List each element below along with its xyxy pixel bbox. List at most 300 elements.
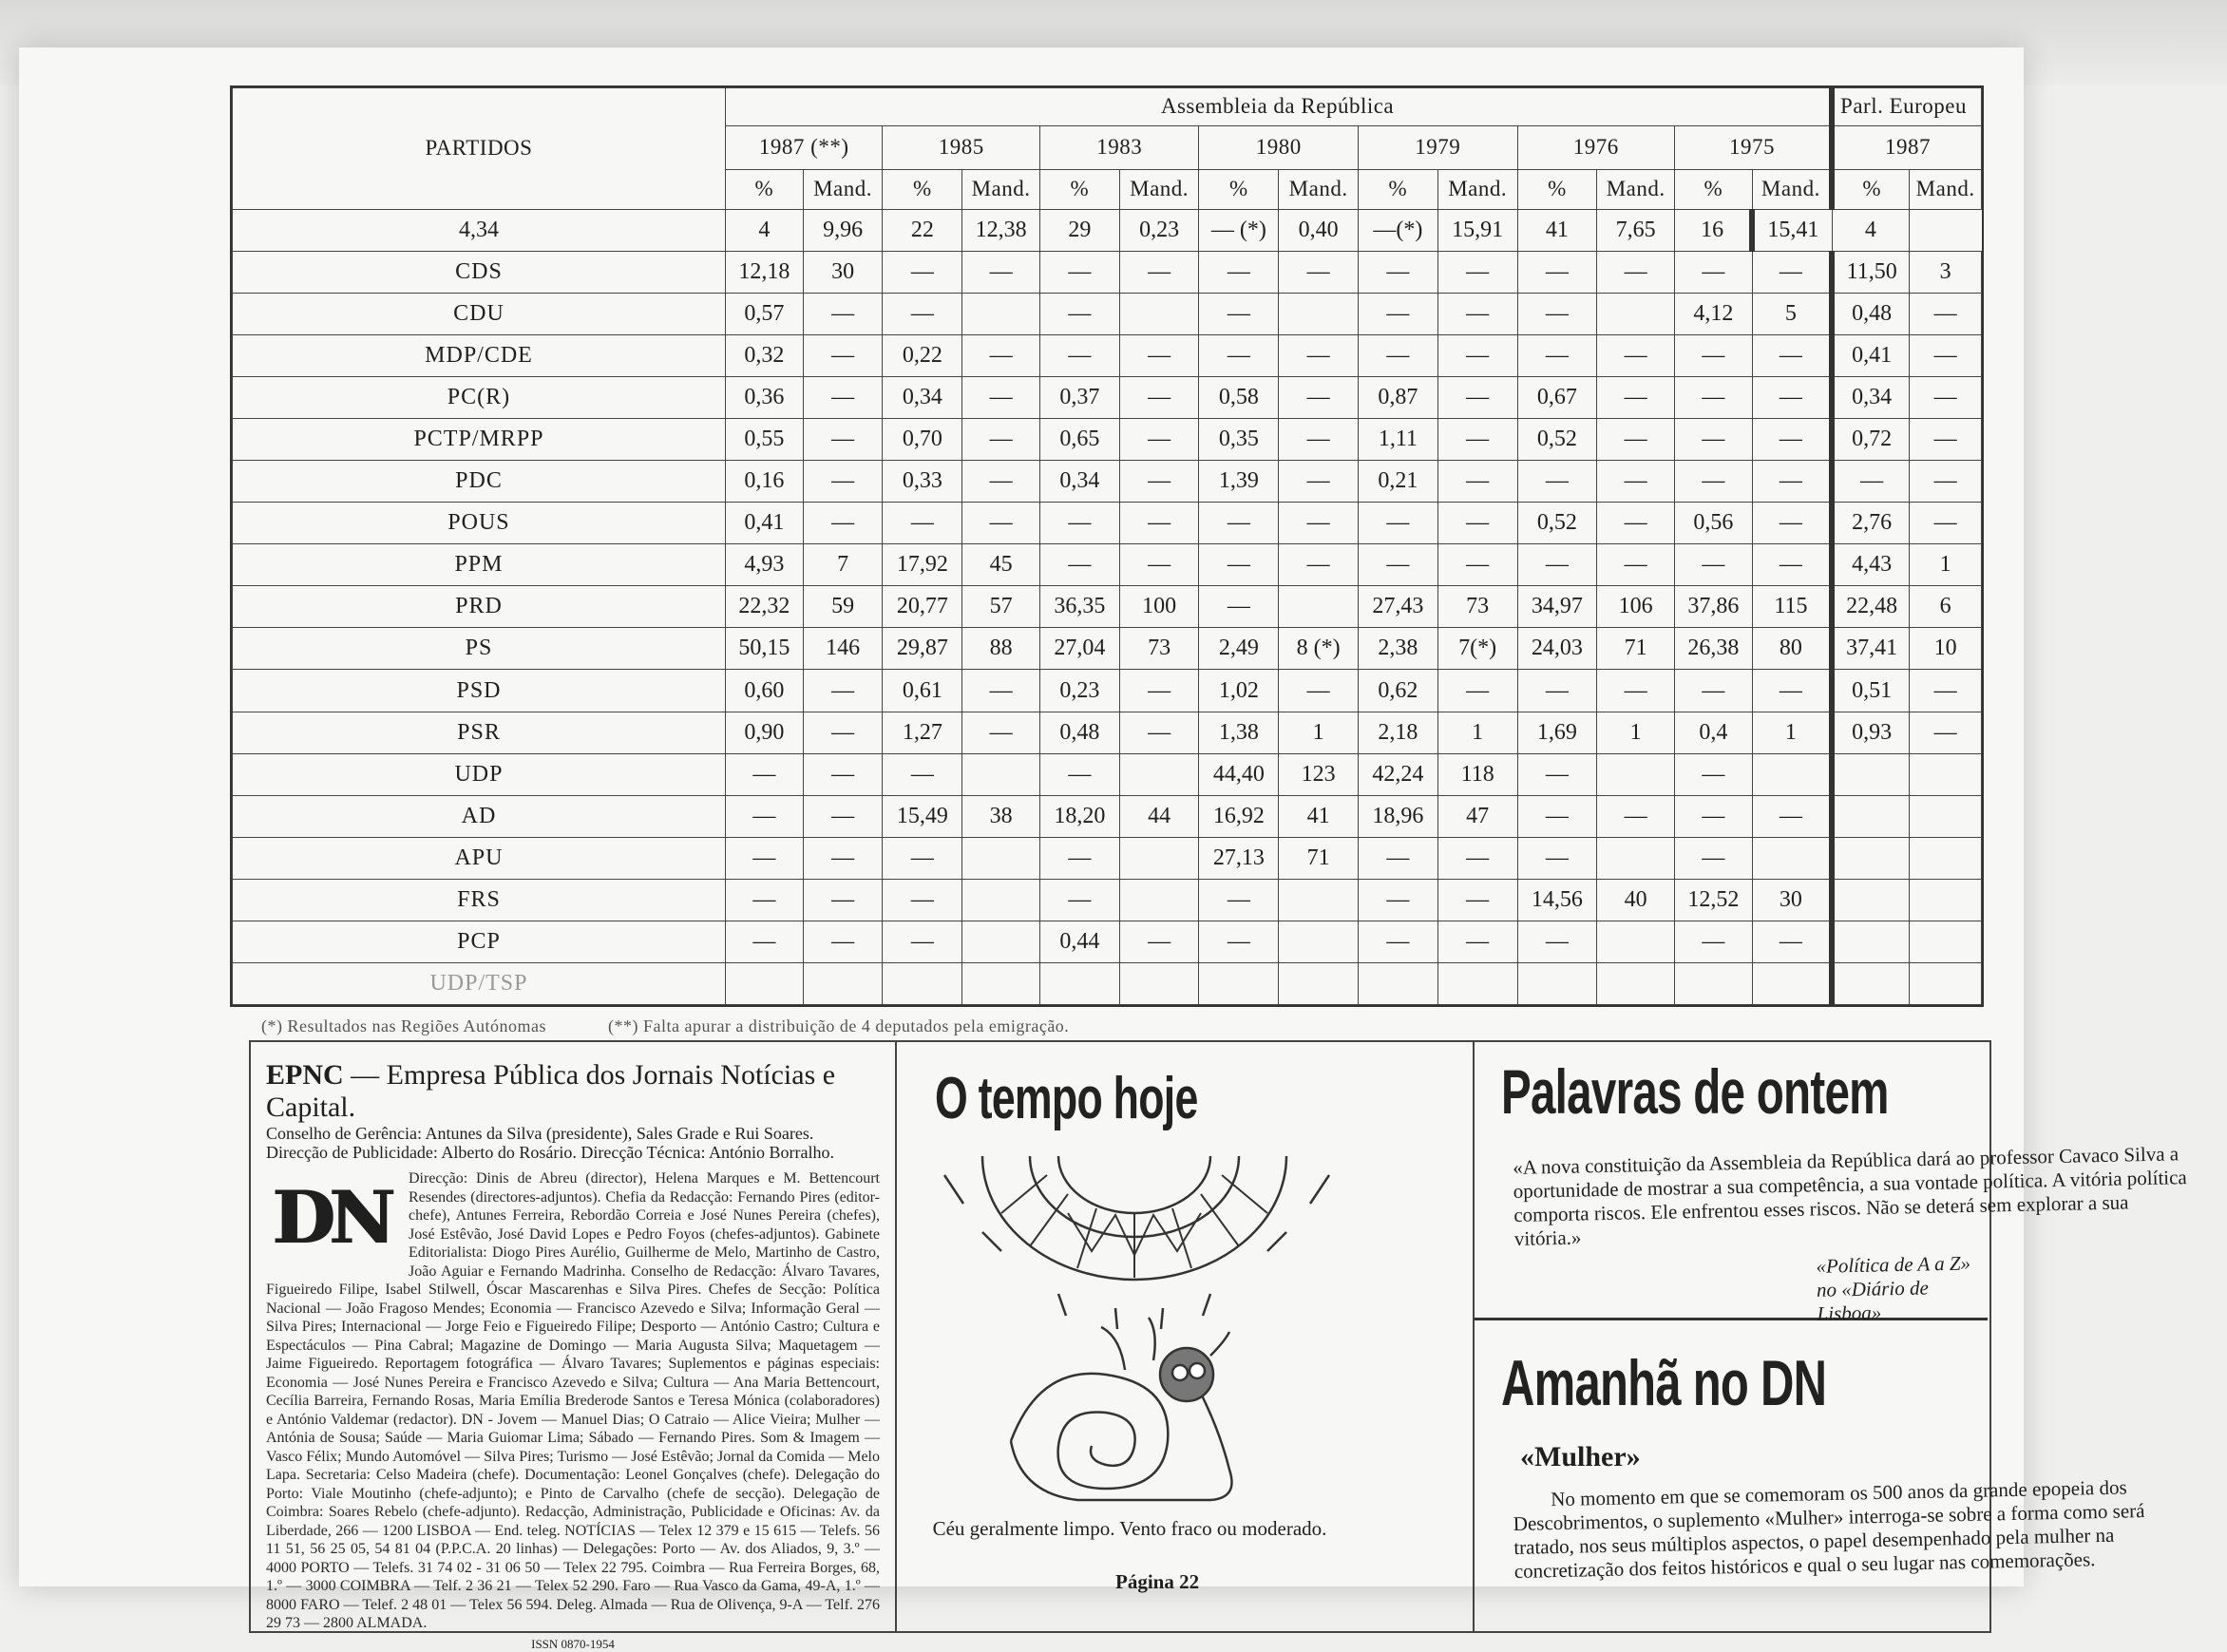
table-cell	[1910, 921, 1982, 962]
table-cell	[1119, 753, 1199, 795]
table-cell: —	[1119, 377, 1199, 419]
table-cell: 11,50	[1832, 251, 1910, 293]
table-cell: 22	[883, 209, 962, 251]
table-cell: —	[1039, 544, 1119, 586]
table-cell: —	[1119, 544, 1199, 586]
table-cell: —	[1910, 503, 1982, 544]
tempo-title: O tempo hoje	[935, 1066, 1198, 1131]
table-cell: —	[962, 377, 1040, 419]
table-cell: 0,61	[883, 670, 962, 712]
table-cell	[1832, 753, 1910, 795]
table-cell: 0,34	[883, 377, 962, 419]
table-cell	[1119, 837, 1199, 879]
party-name: PC(R)	[233, 377, 726, 419]
party-name: CDU	[233, 293, 726, 334]
table-cell: —	[1675, 670, 1753, 712]
table-cell	[1199, 962, 1279, 1004]
table-cell: —	[1119, 334, 1199, 376]
pct-subheader: %	[1039, 169, 1119, 209]
table-cell	[1597, 837, 1675, 879]
table-cell: —	[1437, 377, 1517, 419]
table-cell: —	[1675, 921, 1753, 962]
table-cell	[1597, 293, 1675, 334]
bottom-section	[249, 1040, 2187, 1651]
table-cell: 1	[1597, 712, 1675, 753]
table-cell: —	[1119, 712, 1199, 753]
table-cell: —	[1359, 293, 1438, 334]
table-cell: —	[803, 795, 883, 837]
table-cell: —	[803, 670, 883, 712]
table-cell	[1910, 795, 1982, 837]
pct-subheader: %	[883, 169, 962, 209]
table-cell: 47	[1437, 795, 1517, 837]
party-name: PCP	[233, 921, 726, 962]
table-cell: 100	[1119, 586, 1199, 628]
table-cell: 40	[1597, 879, 1675, 921]
dn-logo: DN	[272, 1175, 390, 1260]
table-cell: —	[962, 503, 1040, 544]
table-cell: 3	[1910, 251, 1982, 293]
table-cell: 4,12	[1675, 293, 1753, 334]
palavras-title: Palavras de ontem	[1501, 1056, 1889, 1127]
table-cell: —	[1675, 461, 1753, 503]
table-cell: —	[803, 879, 883, 921]
table-cell: —	[1597, 544, 1675, 586]
table-cell: 5	[1752, 293, 1832, 334]
table-cell: 18,20	[1039, 795, 1119, 837]
table-cell: 1,27	[883, 712, 962, 753]
table-cell: —	[1359, 251, 1438, 293]
table-cell	[1752, 962, 1832, 1004]
table-row	[233, 293, 1982, 334]
table-cell: —(*)	[1359, 209, 1438, 251]
year-header: 1980	[1199, 125, 1359, 169]
party-name: AD	[233, 795, 726, 837]
table-cell: 1	[1437, 712, 1517, 753]
table-cell: —	[1517, 251, 1597, 293]
table-cell: —	[803, 293, 883, 334]
parl-europeu-header: Parl. Europeu	[1832, 88, 1981, 126]
table-cell: —	[1279, 503, 1359, 544]
weather-column	[897, 1042, 1475, 1631]
table-cell: —	[1437, 503, 1517, 544]
table-cell: —	[883, 879, 962, 921]
table-cell: 0,21	[1359, 461, 1438, 503]
party-name: UDP	[233, 753, 726, 795]
table-cell: —	[1039, 251, 1119, 293]
table-cell: —	[1910, 419, 1982, 461]
table-row	[233, 753, 1982, 795]
party-name: MDP/CDE	[233, 334, 726, 376]
table-cell: 2,18	[1359, 712, 1438, 753]
table-cell: —	[1437, 670, 1517, 712]
table-cell: 42,24	[1359, 753, 1438, 795]
table-cell: 71	[1597, 628, 1675, 670]
sun-icon	[944, 1156, 1329, 1329]
table-cell: 1,11	[1359, 419, 1438, 461]
table-cell	[962, 921, 1040, 962]
table-cell: 0,55	[725, 419, 803, 461]
table-cell	[1597, 962, 1675, 1004]
table-cell: —	[962, 419, 1040, 461]
table-cell: —	[1039, 753, 1119, 795]
table-cell	[962, 879, 1040, 921]
conselho-gerencia: Conselho de Gerência: Antunes da Silva (presidente), Sales Grade e Rui Soares.	[266, 1124, 814, 1143]
table-cell: —	[1597, 795, 1675, 837]
table-cell: —	[1752, 503, 1832, 544]
table-row	[233, 628, 1982, 670]
table-cell: —	[962, 334, 1040, 376]
party-name: PRD	[233, 586, 726, 628]
table-cell: —	[1752, 670, 1832, 712]
mand-subheader: Mand.	[962, 169, 1040, 209]
direccao-publicidade: Direcção de Publicidade: Alberto do Rosário. Direcção Técnica: António Borralho.	[266, 1143, 834, 1162]
table-cell: 0,48	[1039, 712, 1119, 753]
mand-subheader: Mand.	[1752, 169, 1832, 209]
table-cell: —	[1279, 251, 1359, 293]
year-header: 1983	[1039, 125, 1199, 169]
table-cell: 0,62	[1359, 670, 1438, 712]
table-cell: —	[1910, 377, 1982, 419]
table-cell: —	[1039, 879, 1119, 921]
table-cell: 1,02	[1199, 670, 1279, 712]
table-cell: 4	[725, 209, 803, 251]
table-cell: 12,52	[1675, 879, 1753, 921]
table-cell: —	[1199, 921, 1279, 962]
table-cell: —	[1039, 837, 1119, 879]
table-cell: —	[1437, 334, 1517, 376]
party-name: APU	[233, 837, 726, 879]
table-cell: —	[1199, 251, 1279, 293]
election-results-table	[230, 85, 1984, 1007]
table-cell: 0,22	[883, 334, 962, 376]
table-row	[233, 837, 1982, 879]
table-cell: 2,49	[1199, 628, 1279, 670]
assembleia-header: Assembleia da República	[725, 88, 1832, 126]
year-header: 1975	[1675, 125, 1833, 169]
table-cell: —	[1675, 419, 1753, 461]
table-cell: 73	[1437, 586, 1517, 628]
table-cell: 59	[803, 586, 883, 628]
table-cell: 26,38	[1675, 628, 1753, 670]
masthead-column	[251, 1042, 897, 1651]
table-cell: —	[803, 503, 883, 544]
table-cell: 7	[803, 544, 883, 586]
year-header: 1987 (**)	[725, 125, 882, 169]
table-cell: 15,91	[1437, 209, 1517, 251]
table-row	[233, 962, 1982, 1004]
year-header: 1985	[883, 125, 1039, 169]
table-cell: —	[1437, 461, 1517, 503]
table-cell	[1437, 962, 1517, 1004]
table-cell: —	[1359, 544, 1438, 586]
party-name: PPM	[233, 544, 726, 586]
table-cell: —	[1279, 334, 1359, 376]
table-cell: —	[725, 795, 803, 837]
table-cell: 80	[1752, 628, 1832, 670]
table-cell: —	[1199, 544, 1279, 586]
mand-subheader: Mand.	[1279, 169, 1359, 209]
table-cell	[1039, 962, 1119, 1004]
table-cell: 0,58	[1199, 377, 1279, 419]
table-cell: —	[1910, 461, 1982, 503]
table-cell	[725, 962, 803, 1004]
table-cell	[1597, 921, 1675, 962]
table-cell: 106	[1597, 586, 1675, 628]
table-cell: —	[1199, 334, 1279, 376]
table-cell: 34,97	[1517, 586, 1597, 628]
table-cell: 1,38	[1199, 712, 1279, 753]
table-cell: —	[1752, 251, 1832, 293]
table-cell	[1279, 962, 1359, 1004]
table-cell	[1279, 879, 1359, 921]
table-cell: 7,65	[1597, 209, 1675, 251]
table-cell: —	[1119, 251, 1199, 293]
table-cell: —	[1675, 334, 1753, 376]
table-cell: —	[1359, 503, 1438, 544]
epnc-title	[266, 1059, 880, 1124]
table-cell: —	[1752, 334, 1832, 376]
table-cell	[1119, 293, 1199, 334]
table-row	[233, 879, 1982, 921]
table-cell: 0,48	[1832, 293, 1910, 334]
table-cell: —	[725, 753, 803, 795]
table-cell: —	[1752, 921, 1832, 962]
table-cell: 4,43	[1832, 544, 1910, 586]
table-cell: 27,04	[1039, 628, 1119, 670]
table-cell	[1119, 962, 1199, 1004]
table-cell: —	[962, 670, 1040, 712]
table-cell: 0,52	[1517, 503, 1597, 544]
table-cell: —	[1437, 879, 1517, 921]
table-cell: — (*)	[1199, 209, 1279, 251]
table-row	[233, 795, 1982, 837]
table-cell: 22,32	[725, 586, 803, 628]
party-name: UDP/TSP	[233, 962, 726, 1004]
table-cell: 15,41	[1752, 209, 1832, 251]
party-name: PDC	[233, 461, 726, 503]
party-name: PSD	[233, 670, 726, 712]
table-row	[233, 712, 1982, 753]
table-cell: 15,49	[883, 795, 962, 837]
table-cell: —	[1437, 837, 1517, 879]
table-cell: —	[1597, 419, 1675, 461]
table-cell: 2,76	[1832, 503, 1910, 544]
epnc-name: EPNC	[266, 1059, 344, 1091]
party-name: PS	[233, 628, 726, 670]
table-cell: 24,03	[1517, 628, 1597, 670]
table-cell: —	[1675, 837, 1753, 879]
pct-subheader: %	[1675, 169, 1753, 209]
table-cell: —	[1752, 377, 1832, 419]
table-cell: —	[1517, 837, 1597, 879]
pct-subheader: %	[1832, 169, 1910, 209]
table-cell: —	[1199, 503, 1279, 544]
table-cell: 0,4	[1675, 712, 1753, 753]
table-cell	[1752, 753, 1832, 795]
table-cell: —	[1675, 377, 1753, 419]
table-cell: —	[962, 461, 1040, 503]
table-cell: 44	[1119, 795, 1199, 837]
table-cell: —	[1119, 419, 1199, 461]
table-cell: —	[1675, 795, 1753, 837]
table-cell: 27,13	[1199, 837, 1279, 879]
mand-subheader: Mand.	[1119, 169, 1199, 209]
table-row	[233, 503, 1982, 544]
mand-subheader: Mand.	[1597, 169, 1675, 209]
table-cell: —	[1597, 503, 1675, 544]
table-cell: —	[1517, 795, 1597, 837]
table-cell: —	[883, 293, 962, 334]
table-cell	[1832, 837, 1910, 879]
table-cell: 41	[1517, 209, 1597, 251]
table-cell: 12,38	[962, 209, 1040, 251]
footnote-emigracao: (**) Falta apurar a distribuição de 4 deputados pela emigração.	[607, 1016, 1070, 1035]
table-cell: —	[1199, 586, 1279, 628]
table-cell: —	[1910, 334, 1982, 376]
tempo-page-ref: Página 22	[1115, 1570, 1200, 1593]
mand-subheader: Mand.	[803, 169, 883, 209]
table-cell: —	[1517, 753, 1597, 795]
table-cell: —	[1752, 461, 1832, 503]
table-cell: —	[725, 921, 803, 962]
table-cell: —	[1359, 879, 1438, 921]
party-name: FRS	[233, 879, 726, 921]
table-cell: —	[1517, 461, 1597, 503]
table-cell: 0,56	[1675, 503, 1753, 544]
table-cell: —	[1675, 753, 1753, 795]
table-row	[233, 670, 1982, 712]
table-cell: —	[1910, 712, 1982, 753]
table-cell: —	[803, 921, 883, 962]
table-cell: 16	[1675, 209, 1753, 251]
table-cell	[1832, 795, 1910, 837]
table-cell	[962, 962, 1040, 1004]
table-cell: 0,93	[1832, 712, 1910, 753]
table-cell: 30	[1752, 879, 1832, 921]
table-cell	[883, 962, 962, 1004]
table-cell: 0,44	[1039, 921, 1119, 962]
table-row	[233, 334, 1982, 376]
table-cell	[1597, 753, 1675, 795]
sun-snail-illustration	[925, 1156, 1438, 1508]
table-cell: —	[1359, 334, 1438, 376]
table-cell: 9,96	[803, 209, 883, 251]
party-name: CDS	[233, 251, 726, 293]
pct-subheader: %	[725, 169, 803, 209]
table-cell: —	[883, 753, 962, 795]
table-cell: 50,15	[725, 628, 803, 670]
table-row	[233, 377, 1982, 419]
table-cell: 29,87	[883, 628, 962, 670]
table-cell: 0,33	[883, 461, 962, 503]
table-cell: 0,51	[1832, 670, 1910, 712]
table-cell: —	[1279, 419, 1359, 461]
snail-icon	[1011, 1318, 1232, 1500]
amanha-title: Amanhã no DN	[1501, 1347, 1827, 1419]
table-cell: 2,38	[1359, 628, 1438, 670]
table-cell: 45	[962, 544, 1040, 586]
table-row	[233, 586, 1982, 628]
table-cell: 0,41	[1832, 334, 1910, 376]
table-cell	[1910, 837, 1982, 879]
palavras-source: «Política de A a Z» no «Diário de Lisboa»	[1816, 1251, 1971, 1325]
table-cell: —	[1437, 251, 1517, 293]
table-row	[233, 251, 1982, 293]
table-cell: —	[1119, 503, 1199, 544]
table-cell: —	[1039, 334, 1119, 376]
table-cell: —	[1752, 419, 1832, 461]
table-cell: 0,37	[1039, 377, 1119, 419]
party-name: POUS	[233, 503, 726, 544]
table-cell: —	[803, 334, 883, 376]
year-header: 1976	[1517, 125, 1674, 169]
table-cell: 4,93	[725, 544, 803, 586]
newspaper-page	[19, 47, 2187, 1651]
table-cell: —	[803, 377, 883, 419]
table-cell: —	[1359, 921, 1438, 962]
table-cell: —	[1437, 921, 1517, 962]
table-cell: —	[962, 712, 1040, 753]
table-cell: 146	[803, 628, 883, 670]
table-cell	[1279, 293, 1359, 334]
table-cell	[1910, 962, 1982, 1004]
table-cell: —	[1437, 544, 1517, 586]
mand-subheader: Mand.	[1910, 169, 1982, 209]
table-cell	[1832, 962, 1910, 1004]
table-cell: 0,23	[1119, 209, 1199, 251]
table-cell: —	[883, 921, 962, 962]
staff-credits: Direcção: Dinis de Abreu (director), Helena Marques e M. Bettencourt Resendes (directores-adjuntos). Chefia da Redacção: Fernando Pires (editor-chefe), Antunes Ferreira, Rebordão Correia e José Nunes Pereira (chefes), José Estêvão, José David Lopes e Pedro Foyos (chefes-adjuntos). Gabinete Editorialista: Diogo Pires Aurélio, Guilherme de Melo, Martinho de Castro, João Aguiar e Fernando Madrinha. Conselho de Redacção: Álvaro Tavares, Figueiredo Filipe, Isabel Stilwell, Óscar Mascarenhas e Silva Pires. Chefes de Secção: Política Nacional — João Fragoso Mendes; Economia — Francisco Azevedo e Silva; Informação Geral — Silva Pires; Internacional — Jorge Feio e Figueiredo Filipe; Desporto — António Castro; Cultura e Espectáculos — Pina Cabral; Magazine de Domingo — Maria Augusta Silva; Maquetagem — Jaime Figueiredo. Reportagem fotográfica — Álvaro Tavares; Suplementos e páginas especiais: Economia — José Nunes Pereira e Francisco Azevedo e Silva; Cultura — Ana Maria Bettencourt, Cecília Barreira, Fernando Rosas, Maria Emília Brederode Santos e Teresa Mónica (colaboradores) e António Valdemar (redactor). DN - Jovem — Manuel Dias; O Catraio — Alice Vieira; Mulher — Antónia de Sousa; Saúde — Maria Guiomar Lima; Sábado — Fernando Pires. Som & Imagem — Vasco Félix; Mundo Automóvel — Silva Pires; Turismo — José Estêvão; Jornal da Comida — Melo Lapa. Secretaria: Celso Madeira (chefe). Documentação: Leonel Gonçalves (chefe). Delegação do Porto: Viale Moutinho (chefe-adjunto); e Pinto de Carvalho (chefe de secção). Delegação de Coimbra: Soares Rebelo (chefe-adjunto). Redacção, Administração, Publicidade e Oficinas: Av. da Liberdade, 266 — 1200 LISBOA — End. teleg. NOTÍCIAS — Telex 12 379 e 15 615 — Telefs. 56 11 51, 56 25 05, 54 81 04 (P.P.C.A. 20 linhas) — Delegações: Porto — Av. dos Aliados, 9, 3.º — 4000 PORTO — Telefs. 31 74 02 - 31 06 50 — Telex 22 795. Coimbra — Rua Ferreira Borges, 68, 1.º — 3000 COIMBRA — Telf. 2 36 21 — Telex 52 290. Faro — Rua Vasco da Gama, 49-A, 1.º — 8000 FARO — Telef. 2 48 01 — Telex 56 594. Deleg. Almada — Rua de Olivença, 9-A — Telf. 276 29 73 — 2800 ALMADA.	[266, 1170, 880, 1631]
table-cell: 1,39	[1199, 461, 1279, 503]
table-cell: 0,23	[1039, 670, 1119, 712]
palavras-quote: «A nova constituição da Assembleia da República dará ao professor Cavaco Silva a oportunidade de mostrar a sua competência, a sua vontade política. A vitória política comporta riscos. Ele enfrentou esses riscos. Não se deterá sem explorar a sua vitória.»	[1513, 1142, 2187, 1250]
table-cell: —	[725, 879, 803, 921]
table-cell: 30	[803, 251, 883, 293]
table-cell: 1	[1752, 712, 1832, 753]
table-cell: 0,60	[725, 670, 803, 712]
table-cell: —	[803, 461, 883, 503]
table-cell: 0,35	[1199, 419, 1279, 461]
issn: ISSN 0870-1954	[531, 1636, 615, 1651]
table-cell: 71	[1279, 837, 1359, 879]
table-cell: 0,72	[1832, 419, 1910, 461]
table-row	[233, 419, 1982, 461]
year-header: 1979	[1359, 125, 1518, 169]
table-cell: —	[883, 837, 962, 879]
table-cell: 27,43	[1359, 586, 1438, 628]
amanha-subtitle: «Mulher»	[1520, 1441, 1641, 1472]
table-cell: 0,90	[725, 712, 803, 753]
table-cell: —	[1279, 461, 1359, 503]
table-cell: 57	[962, 586, 1040, 628]
table-cell: 88	[962, 628, 1040, 670]
table-cell: —	[803, 712, 883, 753]
table-cell: —	[883, 251, 962, 293]
table-cell: —	[1437, 293, 1517, 334]
table-cell: —	[1279, 544, 1359, 586]
table-cell	[1359, 962, 1438, 1004]
partidos-header: PARTIDOS	[233, 88, 726, 210]
table-cell	[803, 962, 883, 1004]
table-cell: —	[1752, 795, 1832, 837]
table-cell	[1752, 837, 1832, 879]
table-row	[233, 921, 1982, 962]
table-cell: 22,48	[1832, 586, 1910, 628]
table-cell	[1279, 921, 1359, 962]
table-cell: 1	[1279, 712, 1359, 753]
table-cell	[1279, 586, 1359, 628]
